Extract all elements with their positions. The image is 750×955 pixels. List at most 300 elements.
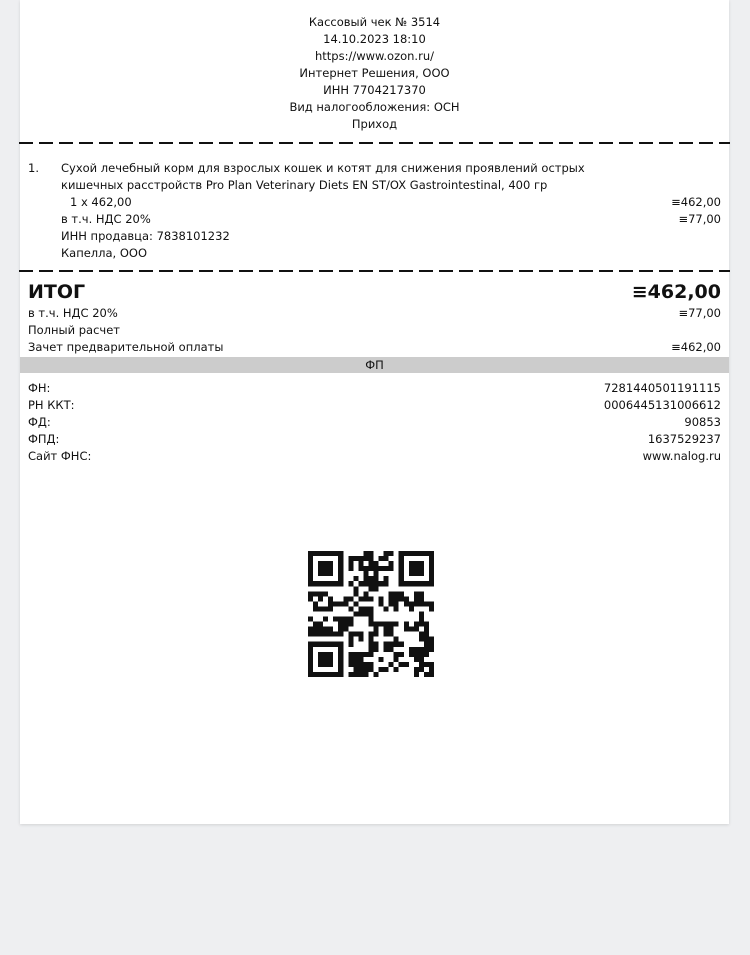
qr-module — [363, 566, 368, 571]
item-price-row — [61, 194, 721, 211]
prepayment-label: Зачет предварительной оплаты — [28, 340, 224, 354]
qr-module — [368, 622, 373, 627]
total-vat-row — [28, 305, 721, 322]
qr-module — [363, 596, 368, 601]
qr-module — [389, 591, 394, 596]
qr-module — [368, 551, 373, 556]
qr-module — [384, 576, 389, 581]
qr-module — [389, 662, 394, 667]
qr-module — [374, 586, 379, 591]
fiscal-row — [28, 431, 721, 448]
qr-module — [419, 551, 424, 556]
fiscal-value: 7281440501191115 — [603, 381, 721, 395]
qr-module — [404, 551, 409, 556]
qr-module — [328, 642, 333, 647]
qr-module — [368, 652, 373, 657]
qr-module — [318, 672, 323, 677]
qr-module — [419, 596, 424, 601]
qr-module — [409, 566, 414, 571]
qr-module — [318, 652, 323, 657]
qr-module — [394, 657, 399, 662]
fiscal-label: ФД: — [28, 415, 51, 429]
qr-module — [343, 617, 348, 622]
qr-module — [338, 622, 343, 627]
qr-module — [384, 556, 389, 561]
qr-module — [348, 556, 353, 561]
qr-module — [348, 657, 353, 662]
qr-module — [414, 566, 419, 571]
qr-module — [394, 606, 399, 611]
qr-module — [414, 627, 419, 632]
qr-module — [419, 657, 424, 662]
qr-module — [333, 601, 338, 606]
qr-module — [384, 566, 389, 571]
total-vat-label: в т.ч. НДС 20% — [28, 306, 118, 320]
qr-module — [368, 606, 373, 611]
fiscal-label: Сайт ФНС: — [28, 449, 92, 463]
item-name-line-2: кишечных расстройств Pro Plan Veterinary Diets EN ST/OX Gastrointestinal, 400 гр — [61, 178, 548, 192]
qr-module — [308, 657, 313, 662]
qr-module — [368, 637, 373, 642]
qr-module — [308, 642, 313, 647]
qr-module — [399, 662, 404, 667]
qr-module — [394, 596, 399, 601]
qr-module — [348, 581, 353, 586]
qr-module — [424, 632, 429, 637]
qr-module — [429, 561, 434, 566]
fiscal-row — [28, 448, 721, 465]
qr-module — [363, 667, 368, 672]
qr-module — [358, 637, 363, 642]
fiscal-label: ФПД: — [28, 432, 60, 446]
qr-module — [338, 571, 343, 576]
qr-module — [348, 672, 353, 677]
qr-code-icon — [308, 551, 434, 677]
qr-module — [363, 551, 368, 556]
qr-module — [358, 632, 363, 637]
qr-module — [394, 667, 399, 672]
qr-module — [409, 647, 414, 652]
qr-module — [308, 652, 313, 657]
qr-module — [368, 632, 373, 637]
qr-module — [394, 601, 399, 606]
qr-module — [363, 662, 368, 667]
qr-module — [424, 627, 429, 632]
qr-module — [323, 652, 328, 657]
prepayment-row — [28, 339, 721, 356]
qr-module — [414, 596, 419, 601]
prepayment-amount: ≡462,00 — [671, 340, 721, 354]
qr-module — [419, 622, 424, 627]
qr-module — [389, 632, 394, 637]
qr-module — [429, 667, 434, 672]
qr-module — [368, 617, 373, 622]
qr-module — [353, 576, 358, 581]
qr-module — [308, 566, 313, 571]
fiscal-value: 0006445131006612 — [603, 398, 721, 412]
qr-module — [389, 561, 394, 566]
qr-module — [328, 627, 333, 632]
qr-module — [374, 642, 379, 647]
qr-module — [419, 611, 424, 616]
qr-module — [358, 657, 363, 662]
qr-module — [429, 601, 434, 606]
qr-module — [353, 556, 358, 561]
qr-module — [318, 606, 323, 611]
fiscal-value: www.nalog.ru — [642, 449, 721, 463]
qr-module — [399, 551, 404, 556]
qr-module — [358, 652, 363, 657]
qr-module — [328, 581, 333, 586]
qr-module — [404, 601, 409, 606]
qr-module — [323, 606, 328, 611]
qr-module — [348, 652, 353, 657]
qr-module — [414, 672, 419, 677]
qr-module — [389, 601, 394, 606]
receipt-datetime: 14.10.2023 18:10 — [323, 32, 426, 46]
qr-module — [419, 647, 424, 652]
qr-module — [414, 561, 419, 566]
fiscal-value: 1637529237 — [647, 432, 721, 446]
qr-module — [419, 561, 424, 566]
fiscal-value: 90853 — [684, 415, 721, 429]
fiscal-row — [28, 380, 721, 397]
qr-module — [409, 601, 414, 606]
qr-module — [333, 672, 338, 677]
qr-module — [348, 561, 353, 566]
qr-module — [389, 627, 394, 632]
qr-module — [318, 657, 323, 662]
qr-module — [333, 581, 338, 586]
qr-module — [328, 606, 333, 611]
qr-module — [318, 591, 323, 596]
qr-module — [384, 667, 389, 672]
qr-module — [419, 652, 424, 657]
qr-module — [389, 596, 394, 601]
qr-module — [318, 551, 323, 556]
qr-module — [414, 601, 419, 606]
total-label: ИТОГ — [28, 281, 86, 303]
qr-module — [419, 662, 424, 667]
qr-module — [333, 632, 338, 637]
qr-module — [358, 662, 363, 667]
qr-module — [409, 561, 414, 566]
qr-module — [338, 556, 343, 561]
receipt-title: Кассовый чек № 3514 — [308, 15, 441, 29]
qr-module — [374, 581, 379, 586]
qr-module — [374, 672, 379, 677]
qr-module — [328, 551, 333, 556]
qr-module — [368, 581, 373, 586]
qr-module — [399, 652, 404, 657]
qr-module — [358, 606, 363, 611]
qr-module — [323, 591, 328, 596]
item-amount: ≡462,00 — [671, 195, 721, 209]
qr-module — [308, 627, 313, 632]
qr-module — [328, 652, 333, 657]
qr-module — [338, 657, 343, 662]
payment-type: Полный расчет — [28, 323, 120, 337]
qr-module — [323, 657, 328, 662]
qr-module — [363, 556, 368, 561]
qr-module — [368, 662, 373, 667]
qr-module — [338, 581, 343, 586]
qr-module — [358, 667, 363, 672]
qr-module — [348, 662, 353, 667]
qr-module — [399, 561, 404, 566]
qr-module — [338, 652, 343, 657]
totals — [20, 272, 729, 356]
qr-module — [318, 642, 323, 647]
qr-module — [429, 556, 434, 561]
qr-module — [379, 566, 384, 571]
qr-module — [374, 571, 379, 576]
qr-module — [419, 632, 424, 637]
qr-module — [429, 637, 434, 642]
qr-module — [308, 556, 313, 561]
qr-module — [429, 606, 434, 611]
fiscal-row — [28, 397, 721, 414]
qr-module — [424, 581, 429, 586]
qr-module — [409, 652, 414, 657]
item-vat-row — [61, 211, 721, 228]
qr-module — [399, 591, 404, 596]
qr-module — [368, 647, 373, 652]
qr-module — [424, 622, 429, 627]
qr-module — [414, 647, 419, 652]
qr-module — [429, 576, 434, 581]
qr-module — [389, 622, 394, 627]
seller-url: https://www.ozon.ru/ — [315, 49, 434, 63]
qr-module — [313, 601, 318, 606]
qr-module — [323, 581, 328, 586]
qr-module — [308, 672, 313, 677]
qr-module — [363, 571, 368, 576]
receipt — [20, 0, 729, 824]
qr-module — [308, 576, 313, 581]
qr-module — [338, 632, 343, 637]
qr-module — [358, 556, 363, 561]
qr-module — [338, 672, 343, 677]
line-item — [20, 144, 729, 270]
qr-module — [353, 662, 358, 667]
qr-module — [338, 667, 343, 672]
qr-module — [308, 617, 313, 622]
qr-module — [323, 632, 328, 637]
qr-module — [394, 622, 399, 627]
qr-module — [353, 652, 358, 657]
fp-section-bar: ФП — [20, 357, 729, 373]
fiscal-label: ФН: — [28, 381, 51, 395]
qr-module — [429, 566, 434, 571]
qr-module — [379, 622, 384, 627]
qr-module — [424, 637, 429, 642]
qr-module — [323, 627, 328, 632]
qr-module — [368, 642, 373, 647]
qr-module — [363, 672, 368, 677]
qr-module — [374, 622, 379, 627]
qr-module — [323, 566, 328, 571]
qr-module — [348, 596, 353, 601]
qr-module — [404, 622, 409, 627]
qr-module — [384, 581, 389, 586]
qr-module — [348, 637, 353, 642]
qr-module — [363, 591, 368, 596]
qr-module — [363, 652, 368, 657]
total-row — [28, 280, 721, 305]
qr-module — [384, 647, 389, 652]
item-vat-amount: ≡77,00 — [678, 212, 721, 226]
qr-module — [328, 601, 333, 606]
qr-module — [389, 551, 394, 556]
qr-module — [389, 642, 394, 647]
seller-inn: ИНН продавца: 7838101232 — [61, 229, 230, 243]
qr-module — [323, 672, 328, 677]
qr-module — [318, 627, 323, 632]
qr-module — [343, 627, 348, 632]
qr-module — [323, 551, 328, 556]
qr-module — [379, 657, 384, 662]
qr-module — [358, 611, 363, 616]
qr-module — [429, 642, 434, 647]
qr-module — [353, 672, 358, 677]
fiscal-label: РН ККТ: — [28, 398, 75, 412]
qr-module — [348, 642, 353, 647]
qr-module — [429, 551, 434, 556]
qr-module — [384, 606, 389, 611]
qr-module — [348, 606, 353, 611]
qr-module — [353, 611, 358, 616]
qr-module — [313, 632, 318, 637]
company-name: Интернет Решения, ООО — [299, 66, 450, 80]
qr-module — [353, 591, 358, 596]
qr-module — [318, 662, 323, 667]
total-amount: ≡462,00 — [631, 281, 721, 303]
qr-module — [328, 632, 333, 637]
qr-module — [384, 551, 389, 556]
total-vat-amount: ≡77,00 — [678, 306, 721, 320]
qr-module — [328, 561, 333, 566]
qr-module — [384, 632, 389, 637]
tax-system: Вид налогообложения: ОСН — [289, 100, 460, 114]
qr-module — [338, 551, 343, 556]
qr-module — [353, 667, 358, 672]
qr-module — [318, 622, 323, 627]
qr-module — [379, 556, 384, 561]
fiscal-data — [20, 373, 729, 465]
qr-module — [328, 657, 333, 662]
qr-module — [384, 622, 389, 627]
qr-module — [328, 566, 333, 571]
qr-module — [308, 581, 313, 586]
qr-module — [333, 617, 338, 622]
qr-module — [424, 672, 429, 677]
qr-module — [419, 637, 424, 642]
qr-module — [429, 672, 434, 677]
qr-module — [399, 566, 404, 571]
qr-module — [414, 591, 419, 596]
fiscal-row — [28, 414, 721, 431]
qr-module — [338, 617, 343, 622]
qr-module — [394, 637, 399, 642]
qr-module — [368, 596, 373, 601]
qr-module — [419, 581, 424, 586]
qr-module — [424, 662, 429, 667]
qr-module — [338, 647, 343, 652]
qr-module — [338, 642, 343, 647]
qr-module — [429, 662, 434, 667]
qr-module — [338, 561, 343, 566]
qr-module — [379, 601, 384, 606]
qr-module — [363, 606, 368, 611]
qr-module — [399, 642, 404, 647]
qr-module — [394, 591, 399, 596]
qr-module — [313, 672, 318, 677]
qr-module — [308, 591, 313, 596]
qr-module — [368, 667, 373, 672]
qr-module — [333, 551, 338, 556]
qr-module — [414, 657, 419, 662]
qr-module — [404, 662, 409, 667]
qr-module — [374, 627, 379, 632]
qr-module — [323, 561, 328, 566]
qr-module — [323, 571, 328, 576]
qr-module — [343, 596, 348, 601]
qr-module — [348, 622, 353, 627]
qr-module — [409, 627, 414, 632]
qr-module — [348, 632, 353, 637]
qr-module — [313, 606, 318, 611]
qr-module — [414, 551, 419, 556]
seller-name: Капелла, ООО — [61, 246, 148, 260]
qr-module — [358, 581, 363, 586]
qr-module — [328, 662, 333, 667]
qr-module — [343, 601, 348, 606]
qr-module — [358, 566, 363, 571]
qr-module — [358, 561, 363, 566]
qr-module — [338, 566, 343, 571]
qr-module — [318, 596, 323, 601]
qr-module — [419, 667, 424, 672]
item-name-line-1: Сухой лечебный корм для взрослых кошек и котят для снижения проявлений острых — [61, 161, 585, 175]
qr-module — [399, 556, 404, 561]
receipt-header — [20, 0, 729, 133]
qr-module — [424, 647, 429, 652]
qr-module — [409, 581, 414, 586]
qr-module — [338, 662, 343, 667]
qr-module — [368, 611, 373, 616]
qr-module — [424, 652, 429, 657]
qr-module — [409, 551, 414, 556]
qr-module — [328, 596, 333, 601]
qr-module — [404, 581, 409, 586]
qr-module — [424, 551, 429, 556]
operation-type: Приход — [351, 117, 398, 131]
qr-module — [313, 622, 318, 627]
qr-module — [308, 571, 313, 576]
qr-module — [348, 617, 353, 622]
qr-module — [379, 581, 384, 586]
qr-module — [363, 576, 368, 581]
qr-module — [323, 642, 328, 647]
qr-module — [374, 576, 379, 581]
qr-module — [353, 632, 358, 637]
qr-module — [368, 556, 373, 561]
item-vat-label: в т.ч. НДС 20% — [61, 212, 151, 226]
qr-module — [318, 566, 323, 571]
qr-module — [308, 662, 313, 667]
qr-module — [308, 647, 313, 652]
